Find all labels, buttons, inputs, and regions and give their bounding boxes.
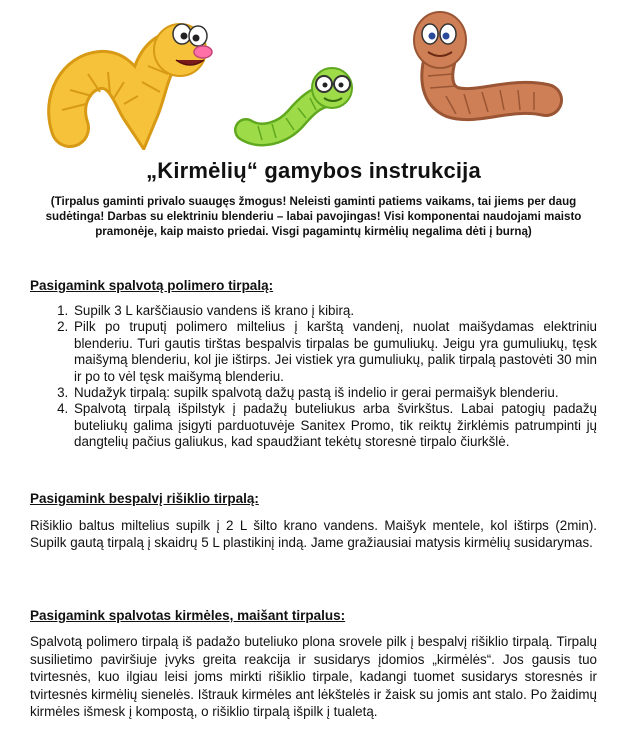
worms-paragraph: Spalvotą polimero tirpalą iš padažo buteliuko plona srovele pilk į bespalvį rišiklio tirpalą. Tirpalų susilietimo paviršiuje įvyks greita reakcija ir susidarys įdomios „kirmėlės“. Jos gausis tuo tvirtesnės, kuo ilgiau leisi joms mirkti rišiklio tirpale, kadangi tuomet susidarys storesnės ir tvirtesnės kirmėlių sienelės. Ištrauk kirmėles ant lėkštelės ir žaisk su jomis ant stalo. Po žaidimų kirmėles išmesk į kompostą, o rišiklio tirpalą išpilk į tualetą.: [30, 634, 597, 719]
binder-paragraph: Rišiklio baltus miltelius supilk į 2 L šilto krano vandens. Maišyk mentele, kol ištirps (2min). Supilk gautą tirpalą į skaidrų 5 L plastikinį indą. Jame gražiausiai matysis kirmėlių susidarymas.: [30, 518, 597, 550]
page-title: „Kirmėlių“ gamybos instrukcija: [146, 158, 481, 183]
section-heading-binder: Pasigamink bespalvį rišiklio tirpalą:: [30, 491, 259, 506]
section-heading-worms: Pasigamink spalvotas kirmėles, maišant tirpalus:: [30, 608, 346, 623]
yellow-worm-icon: [62, 24, 212, 128]
section-heading-polymer: Pasigamink spalvotą polimero tirpalą:: [30, 278, 274, 293]
green-worm-icon: [246, 68, 352, 140]
brown-worm-icon: [414, 12, 546, 114]
list-item: 1. Supilk 3 L karščiausio vandens iš krano į kibirą.: [72, 303, 597, 319]
list-item: 2. Pilk po truputį polimero miltelius į karštą vandenį, nuolat maišydamas elektriniu blenderiu. Turi gautis tirštas bespalvis tirpalas be gumuliukų. Jeigu yra gumuliukų, tęsk maišymą blenderiu, kol jie ištirps. Jei vistiek yra gumuliukų, palik tirpalą pastovėti 30 min ir po to vėl tęsk maišymą blenderiu.: [72, 319, 597, 385]
safety-warning: (Tirpalus gaminti privalo suaugęs žmogus! Neleisti gaminti patiems vaikams, tai jiems per daug sudėtinga! Darbas su elektriniu blenderiu – labai pavojingas! Visi komponentai naudojami maisto pramonėje, kaip maisto priedai. Visgi pagamintų kirmėlių negalima dėti į burną): [45, 195, 582, 238]
list-item: 4. Spalvotą tirpalą išpilstyk į padažų buteliukus arba švirkštus. Labai patogių padažų buteliukų galima įsigyti parduotuvėje Sanitex Promo, tik reiktų žirklėmis patrumpinti jų dangtelių pačius galiukus, kad spaudžiant tekėtų storesnė tirpalo čiurkšlė.: [72, 401, 597, 450]
worm-illustrations: [0, 0, 627, 150]
list-item: 3. Nudažyk tirpalą: supilk spalvotą dažų pastą iš indelio ir gerai permaišyk blenderiu.: [72, 385, 597, 401]
polymer-steps-list: [30, 303, 597, 451]
